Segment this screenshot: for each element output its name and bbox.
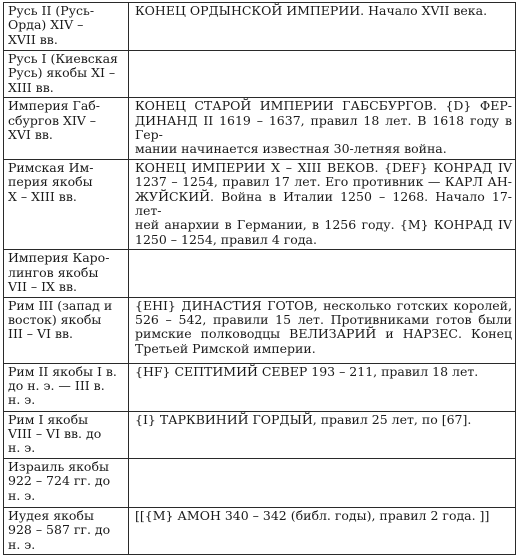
era-cell: [4, 3, 129, 51]
era-line: Империя Габ-: [8, 98, 101, 114]
event-line: КОНЕЦ СТАРОЙ ИМПЕРИИ ГАБСБУРГОВ. {D} ФЕР-: [135, 98, 512, 114]
event-cell: [129, 98, 516, 160]
event-line: Третьей Римской империи.: [135, 340, 316, 356]
era-line: III – VI вв.: [8, 326, 73, 342]
event-line: ЖУЙСКИЙ. Война в Италии 1250 – 1268. Начало 17-лет-: [135, 188, 512, 219]
era-line: VIII – VI вв. до: [8, 425, 102, 441]
table-row: [4, 507, 516, 554]
era-line: VII – IX вв.: [8, 279, 77, 295]
event-line: мании начинается известная 30-летняя война.: [135, 141, 447, 157]
table-row: [4, 159, 516, 249]
event-line: КОНЕЦ ОРДЫНСКОЙ ИМПЕРИИ. Начало XVII века.: [135, 3, 488, 18]
era-line: X – XIII вв.: [8, 188, 77, 204]
event-line: 1250 – 1254, правил 4 года.: [135, 231, 317, 247]
era-cell: [4, 363, 129, 411]
era-line: н. э.: [8, 440, 36, 456]
event-line: 1237 – 1254, правил 17 лет. Его противник — КАРЛ АН-: [135, 174, 512, 190]
era-line: Русь II (Русь-: [8, 3, 95, 18]
era-line: XVII вв.: [8, 31, 58, 47]
era-line: Русь I (Киевская: [8, 51, 118, 66]
era-line: Русь) якобы XI –: [8, 65, 116, 81]
event-line: [[{M} АМОН 340 – 342 (библ. годы), правил 2 года. ]]: [135, 507, 490, 523]
table-row: [4, 3, 516, 51]
era-line: Римская Им-: [8, 159, 94, 175]
era-line: 928 – 587 гг. до: [8, 522, 111, 538]
event-line: {I} ТАРКВИНИЙ ГОРДЫЙ, правил 25 лет, по [67].: [135, 411, 472, 427]
era-cell: [4, 159, 129, 249]
table-row: [4, 250, 516, 297]
era-cell: [4, 507, 129, 554]
era-cell: [4, 458, 129, 507]
era-line: 922 – 724 гг. до: [8, 473, 111, 489]
era-line: сбургов XIV –: [8, 112, 97, 128]
era-line: Империя Каро-: [8, 250, 110, 266]
era-cell: [4, 297, 129, 363]
era-line: лингов якобы: [8, 264, 99, 280]
table-row: [4, 297, 516, 363]
era-cell: [4, 411, 129, 458]
era-cell: [4, 250, 129, 297]
event-line: ДИНАНД II 1619 – 1637, правил 18 лет. В 1618 году в Гер-: [135, 112, 512, 143]
table-row: [4, 363, 516, 411]
table-row: [4, 458, 516, 507]
table-row: [4, 411, 516, 458]
era-line: XIII вв.: [8, 79, 54, 95]
chronology-table-body: [4, 3, 516, 555]
era-line: до н. э. — III в.: [8, 377, 105, 393]
event-cell: [129, 51, 516, 98]
event-line: ней анархии в Германии, в 1256 году. {M} КОНРАД IV: [135, 217, 512, 233]
event-cell: [129, 507, 516, 554]
era-line: XVI вв.: [8, 127, 53, 143]
era-cell: [4, 98, 129, 160]
era-line: перия якобы: [8, 174, 93, 190]
event-line: римские полководцы ВЕЛИЗАРИЙ и НАРЗЕС. Конец: [135, 326, 512, 342]
table-row: [4, 51, 516, 98]
event-cell: [129, 297, 516, 363]
event-cell: [129, 3, 516, 51]
event-cell: [129, 250, 516, 297]
chronology-table: [3, 2, 516, 555]
era-line: Иудея якобы: [8, 507, 94, 523]
era-line: восток) якобы: [8, 311, 102, 327]
event-line: КОНЕЦ ИМПЕРИИ X – XIII ВЕКОВ. {DEF} КОНРАД IV: [135, 159, 512, 175]
event-cell: [129, 458, 516, 507]
era-line: Орда) XIV –: [8, 17, 84, 33]
era-line: Рим III (запад и: [8, 297, 113, 313]
era-cell: [4, 51, 129, 98]
event-line: {EHI} ДИНАСТИЯ ГОТОВ, несколько готских королей,: [135, 297, 512, 313]
era-line: н. э.: [8, 487, 36, 503]
era-line: Рим I якобы: [8, 411, 89, 427]
event-cell: [129, 363, 516, 411]
table-row: [4, 98, 516, 160]
event-cell: [129, 159, 516, 249]
era-line: н. э.: [8, 392, 36, 408]
event-line: {HF} СЕПТИМИЙ СЕВЕР 193 – 211, правил 18 лет.: [135, 363, 479, 379]
event-cell: [129, 411, 516, 458]
era-line: н. э.: [8, 536, 36, 552]
era-line: Израиль якобы: [8, 458, 109, 474]
event-line: 526 – 542, правили 15 лет. Противниками готов были: [135, 311, 512, 327]
era-line: Рим II якобы I в.: [8, 363, 117, 379]
